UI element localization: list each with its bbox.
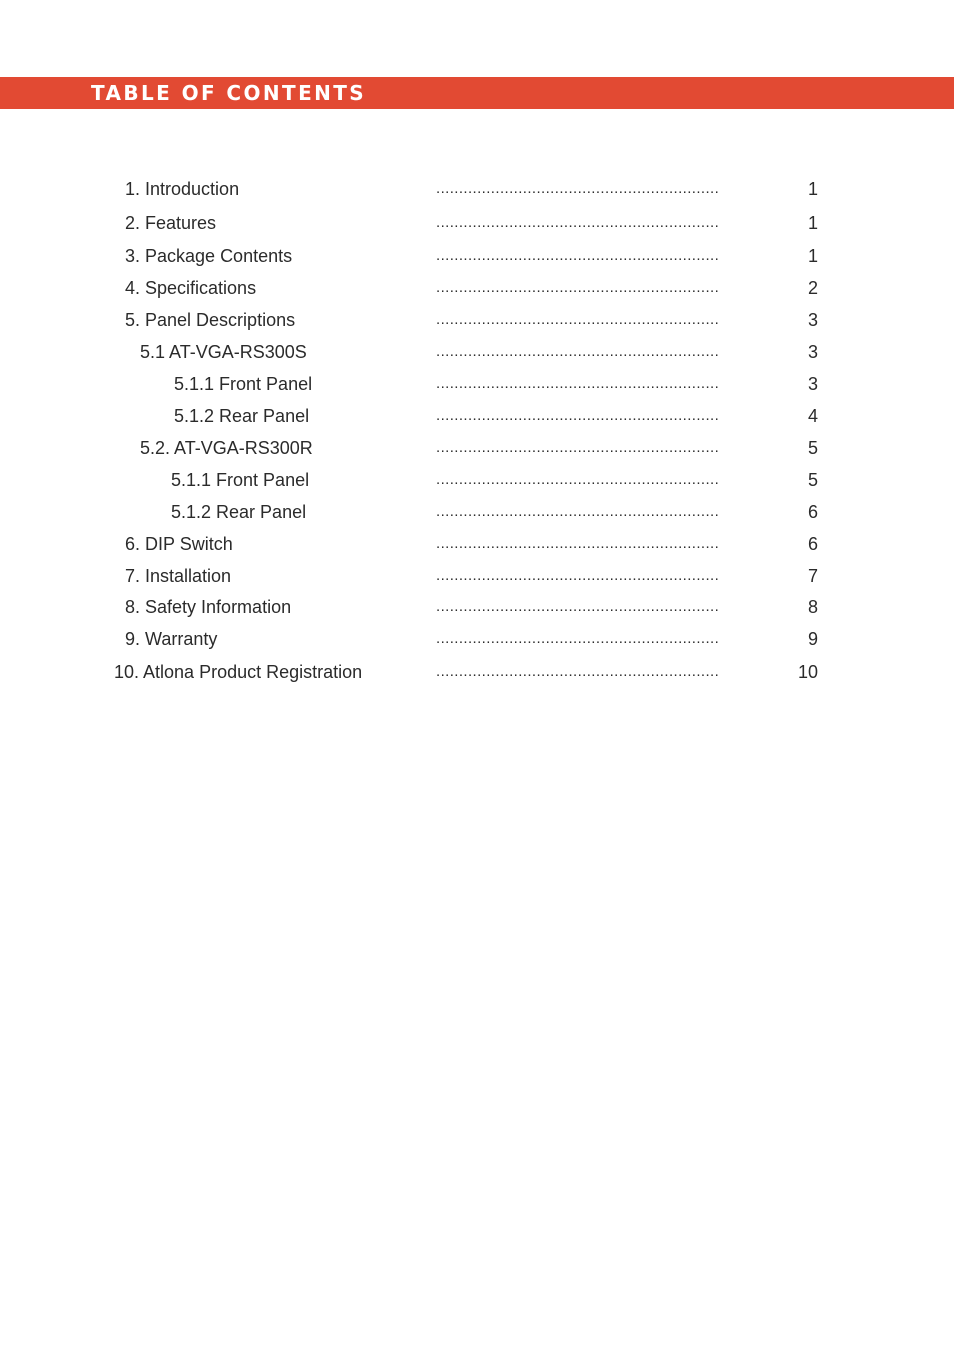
toc-entry[interactable] [0, 659, 954, 685]
toc-entry[interactable] [0, 176, 954, 202]
toc-entry-label: 10. Atlona Product Registration [114, 662, 363, 682]
toc-entry-label: 1. Introduction [125, 179, 240, 199]
toc-entry-page: 1 [807, 179, 818, 199]
toc-leader-dots: .............................................................. [436, 663, 720, 680]
toc-entry-page: 3 [807, 374, 818, 394]
toc-entry-label: 6. DIP Switch [125, 534, 233, 554]
toc-entry-page: 5 [807, 438, 818, 458]
toc-leader-dots: .............................................................. [436, 439, 720, 456]
toc-leader-dots: .............................................................. [436, 311, 720, 328]
toc-entry[interactable] [0, 307, 954, 333]
toc-entry-label: 5.1.1 Front Panel [171, 470, 310, 490]
toc-leader-dots: .............................................................. [436, 598, 720, 615]
toc-entry-label: 2. Features [125, 213, 217, 233]
toc-entry-label: 7. Installation [125, 566, 232, 586]
toc-entry-page: 4 [807, 406, 818, 426]
toc-leader-dots: .............................................................. [436, 180, 720, 197]
toc-leader-dots: .............................................................. [436, 343, 720, 360]
toc-entry-label: 9. Warranty [125, 629, 218, 649]
toc-leader-dots: .............................................................. [436, 535, 720, 552]
toc-entry[interactable] [0, 435, 954, 461]
toc-entry-page: 2 [807, 278, 818, 298]
toc-entry-label: 8. Safety Information [125, 597, 292, 617]
toc-entry-label: 3. Package Contents [125, 246, 293, 266]
toc-entry-label: 5.1.1 Front Panel [174, 374, 313, 394]
toc-entry-page: 3 [807, 342, 818, 362]
toc-entry[interactable] [0, 403, 954, 429]
toc-entry-label: 5.2. AT-VGA-RS300R [140, 438, 313, 458]
toc-entry-label: 5.1.2 Rear Panel [174, 406, 310, 426]
toc-leader-dots: .............................................................. [436, 567, 720, 584]
toc-leader-dots: .............................................................. [436, 247, 720, 264]
header-bar [0, 77, 954, 109]
toc-entry[interactable] [0, 275, 954, 301]
toc-entry-page: 1 [807, 213, 818, 233]
toc-entry[interactable] [0, 210, 954, 236]
toc-entry[interactable] [0, 339, 954, 365]
toc-entry-page: 10 [797, 662, 818, 682]
toc-entry-page: 3 [807, 310, 818, 330]
toc-entry[interactable] [0, 499, 954, 525]
toc-entry[interactable] [0, 626, 954, 652]
page-title: TABLE OF CONTENTS [91, 81, 367, 105]
toc-entry-label: 5.1.2 Rear Panel [171, 502, 307, 522]
toc-entry-page: 7 [807, 566, 818, 586]
toc-entry-page: 5 [807, 470, 818, 490]
toc-entry-page: 9 [807, 629, 818, 649]
toc-entry-page: 6 [807, 502, 818, 522]
toc-leader-dots: .............................................................. [436, 375, 720, 392]
toc-leader-dots: .............................................................. [436, 279, 720, 296]
toc-leader-dots: .............................................................. [436, 471, 720, 488]
toc-entry[interactable] [0, 467, 954, 493]
toc-leader-dots: .............................................................. [436, 630, 720, 647]
toc-leader-dots: .............................................................. [436, 503, 720, 520]
toc-entry-page: 6 [807, 534, 818, 554]
toc-entry-label: 5.1 AT-VGA-RS300S [140, 342, 307, 362]
toc-entry[interactable] [0, 371, 954, 397]
toc-leader-dots: .............................................................. [436, 407, 720, 424]
toc-entry[interactable] [0, 531, 954, 557]
toc-entry-label: 4. Specifications [125, 278, 257, 298]
toc-entry[interactable] [0, 594, 954, 620]
toc-entry[interactable] [0, 243, 954, 269]
toc-leader-dots: .............................................................. [436, 214, 720, 231]
toc-entry-label: 5. Panel Descriptions [125, 310, 296, 330]
toc-entry[interactable] [0, 563, 954, 589]
toc-entry-page: 1 [807, 246, 818, 266]
toc-entry-page: 8 [807, 597, 818, 617]
